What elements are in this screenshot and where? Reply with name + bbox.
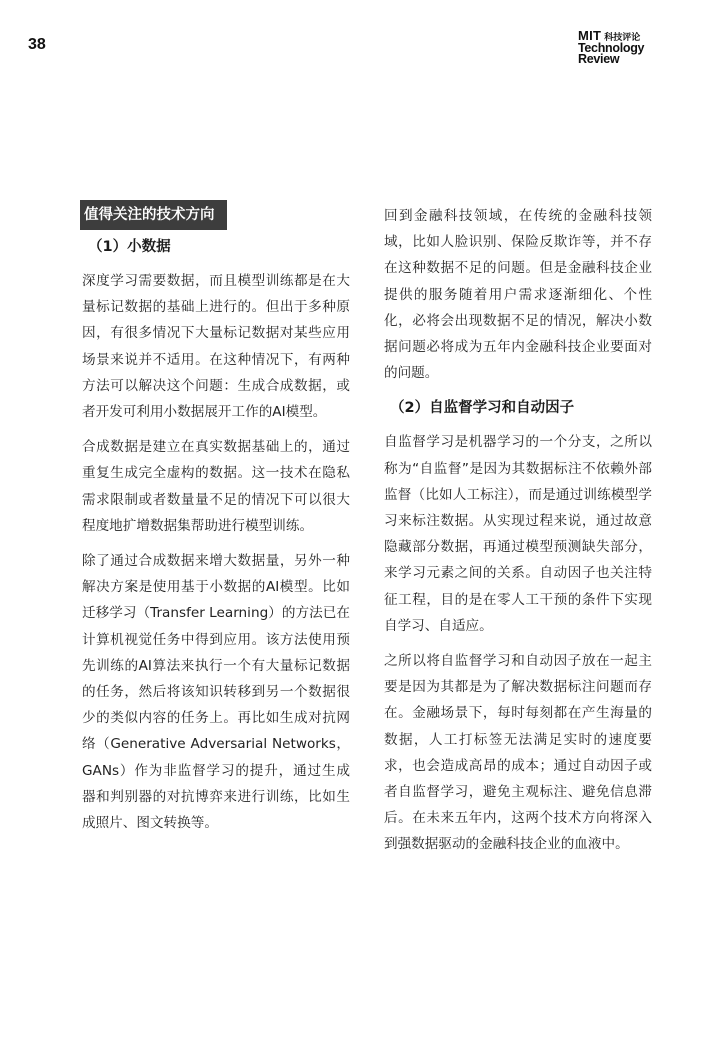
right-column <box>384 203 652 867</box>
page-number: 38 <box>28 36 46 53</box>
logo-review: Review <box>578 52 620 66</box>
paragraph: 深度学习需要数据，而且模型训练都是在大量标记数据的基础上进行的。但出于多种原因，有很多情况下大量标记数据对某些应用场景来说并不适用。在这种情况下，有两种方法可以解决这个问题：生成合成数据，或者开发可利用小数据展开工作的AI模型。 <box>82 273 350 421</box>
mit-technology-review-logo <box>578 30 658 65</box>
paragraph: 之所以将自监督学习和自动因子放在一起主要是因为其都是为了解决数据标注问题而存在。金融场景下，每时每刻都在产生海量的数据，人工打标签无法满足实时的速度要求，也会造成高昂的成本；通过自动因子或者自监督学习，避免主观标注、避免信息滞后。在未来五年内，这两个技术方向将深入到强数据驱动的金融科技企业的血液中。 <box>384 653 652 853</box>
subheading-small-data: （1）小数据 <box>88 239 171 255</box>
subheading-self-supervised: （2）自监督学习和自动因子 <box>390 400 575 417</box>
paragraph: 自监督学习是机器学习的一个分支，之所以称为“自监督”是因为其数据标注不依赖外部监督（比如人工标注），而是通过训练模型学习来标注数据。从实现过程来说，通过故意隐藏部分数据，再通过模型预测缺失部分，来学习元素之间的关系。自动因子也关注特征工程，目的是在零人工干预的条件下实现自学习、自适应。 <box>384 434 652 634</box>
paragraph: 回到金融科技领域，在传统的金融科技领域，比如人脸识别、保险反欺诈等，并不存在这种数据不足的问题。但是金融科技企业提供的服务随着用户需求逐渐细化、个性化，必将会出现数据不足的情况，解决小数据问题必将成为五年内金融科技企业要面对的问题。 <box>384 208 652 382</box>
logo-chinese: 科技评论 <box>604 32 641 42</box>
paragraph: 合成数据是建立在真实数据基础上的，通过重复生成完全虚构的数据。这一技术在隐私需求限制或者数量量不足的情况下可以很大程度地扩增数据集帮助进行模型训练。 <box>82 439 350 534</box>
logo-technology: Technology <box>578 41 645 55</box>
paragraph: 除了通过合成数据来增大数据量，另外一种解决方案是使用基于小数据的AI模型。比如迁移学习（Transfer Learning）的方法已在计算机视觉任务中得到应用。该方法使用预先训练的AI算法来执行一个有大量标记数据的任务，然后将该知识转移到另一个数据很少的类似内容的任务上。再比如生成对抗网络（Generative Adversarial Networks，GANs）作为非监督学习的提升，通过生成器和判别器的对抗博弈来进行训练，比如生成照片、图文转换等。 <box>82 553 350 832</box>
left-column <box>82 200 350 845</box>
section-heading: 值得关注的技术方向 <box>80 200 227 230</box>
logo-mit: MIT <box>578 28 602 43</box>
